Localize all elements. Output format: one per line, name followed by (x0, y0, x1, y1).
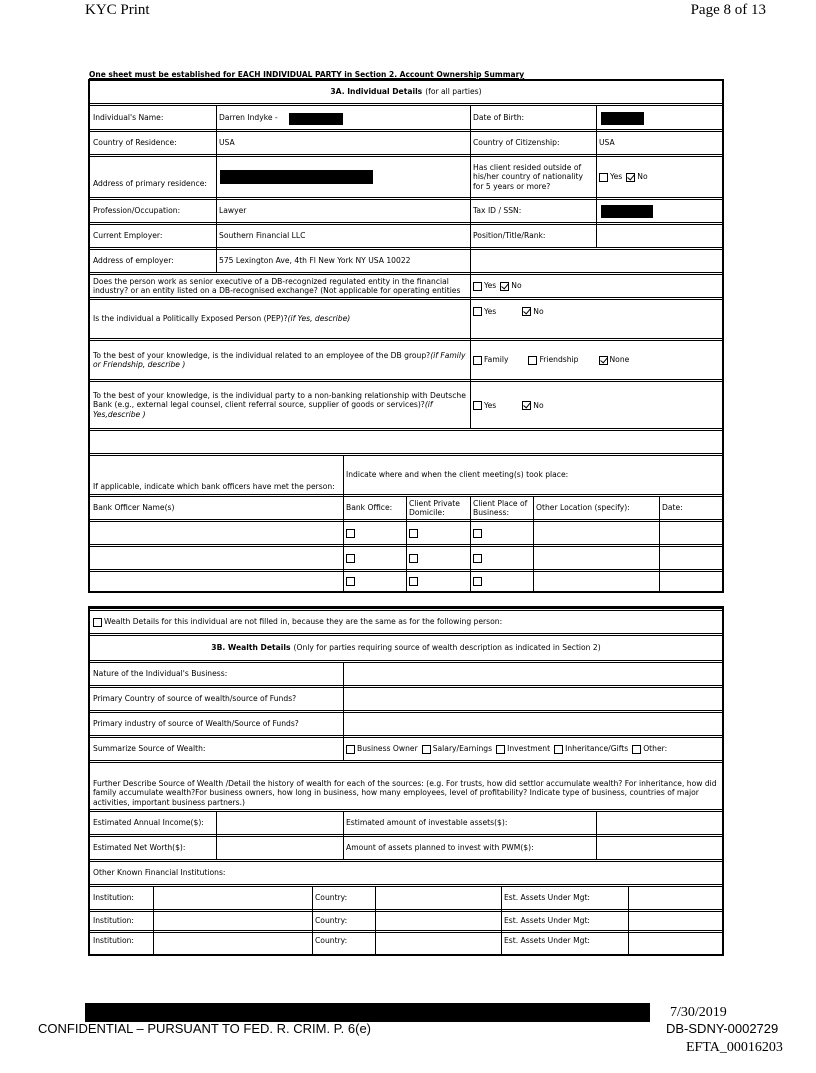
col-other-location: Other Location (specify): (536, 503, 630, 513)
nonbanking-yes-checkbox[interactable] (473, 401, 482, 410)
profession-value: Lawyer (219, 206, 247, 216)
resided-outside-no-checkbox[interactable] (626, 173, 635, 182)
related-options: Family Friendship None (470, 341, 722, 379)
residence-value: USA (219, 138, 235, 148)
related-family-checkbox[interactable] (473, 356, 482, 365)
source-options: Business Owner Salary/Earnings Investment Inheritance/Gifts Other: (343, 738, 722, 760)
senior-exec-yes-checkbox[interactable] (473, 282, 482, 291)
name-value: Darren Indyke - (219, 112, 278, 122)
meeting-bank-office-checkbox[interactable] (346, 577, 355, 586)
bates-number: DB-SDNY-0002729 (666, 1021, 779, 1036)
meeting-place-of-business-checkbox[interactable] (473, 577, 482, 586)
net-worth-label: Estimated Net Worth($): (93, 843, 186, 853)
page-number: Page 8 of 13 (690, 2, 766, 18)
inheritance-gifts-checkbox[interactable] (554, 745, 563, 754)
section-instruction: One sheet must be established for EACH INDIVIDUAL PARTY in Section 2. Account Ownership Summary (89, 70, 525, 79)
country-label: Country: (315, 936, 348, 946)
resided-outside-options: Yes No (596, 157, 722, 197)
dob-label: Date of Birth: (473, 112, 525, 122)
redaction-box (601, 112, 644, 125)
same-as-checkbox[interactable] (93, 618, 102, 627)
further-describe-label: Further Describe Source of Wealth /Detail the history of wealth for each of the sources: (e.g. For trusts, how did settlor accumulate wealth? For inheritance, how did family accumulate wealth?For business owners, how long in business, how many employees, level of profitability? Indicate type of business, countries of major activities, important business partners.) (93, 778, 717, 807)
nonbanking-options: Yes No (470, 382, 722, 428)
same-as-row: Wealth Details for this individual are not filled in, because they are the same as for the following person: (90, 611, 722, 633)
col-date: Date: (662, 503, 683, 513)
related-none-checkbox[interactable] (599, 356, 608, 365)
meeting-place-of-business-checkbox[interactable] (473, 554, 482, 563)
senior-exec-no-checkbox[interactable] (500, 282, 509, 291)
institution-label: Institution: (93, 916, 134, 926)
col-officer-names: Bank Officer Name(s) (93, 503, 175, 513)
wealth-details-section (88, 606, 724, 956)
efta-number: EFTA_00016203 (686, 1040, 783, 1055)
pep-options: Yes No (470, 300, 722, 338)
meeting-intro: Indicate where and when the client meeting(s) took place: (346, 470, 569, 480)
primary-industry-label: Primary industry of source of Wealth/Source of Funds? (93, 719, 299, 729)
footer-date: 7/30/2019 (670, 1005, 727, 1020)
redaction-bar (85, 1003, 650, 1022)
col-private-domicile: Client Private Domicile: (409, 498, 460, 517)
header-title: KYC Print (85, 2, 150, 18)
tax-id-label: Tax ID / SSN: (473, 206, 522, 216)
profession-label: Profession/Occupation: (93, 206, 181, 216)
country-label: Country: (315, 893, 348, 903)
residence-label: Country of Residence: (93, 138, 177, 148)
resided-outside-yes-checkbox[interactable] (599, 173, 608, 182)
redaction-box (289, 113, 343, 125)
meeting-bank-office-checkbox[interactable] (346, 529, 355, 538)
est-assets-label: Est. Assets Under Mgt: (504, 893, 590, 903)
resided-outside-label: Has client resided outside of his/her country of nationality for 5 years or more? (473, 162, 584, 191)
plan-invest-label: Amount of assets planned to invest with PWM($): (346, 843, 534, 853)
nature-of-business-label: Nature of the Individual's Business: (93, 669, 228, 679)
name-label: Individual's Name: (93, 112, 164, 122)
col-place-of-business: Client Place of Business: (473, 498, 528, 517)
employer-value: Southern Financial LLC (219, 231, 306, 241)
institution-label: Institution: (93, 893, 134, 903)
individual-details-section (88, 79, 724, 593)
est-assets-label: Est. Assets Under Mgt: (504, 936, 590, 946)
citizenship-label: Country of Citizenship: (473, 138, 560, 148)
investable-assets-label: Estimated amount of investable assets($): (346, 818, 508, 828)
redaction-box (220, 170, 373, 184)
est-assets-label: Est. Assets Under Mgt: (504, 916, 590, 926)
meeting-place-of-business-checkbox[interactable] (473, 529, 482, 538)
other-institutions-label: Other Known Financial Institutions: (93, 868, 226, 878)
institution-label: Institution: (93, 936, 134, 946)
primary-country-label: Primary Country of source of wealth/source of Funds? (93, 694, 297, 704)
related-friendship-checkbox[interactable] (528, 356, 537, 365)
other-source-checkbox[interactable] (632, 745, 641, 754)
senior-exec-question: Does the person work as senior executive of a DB-recognized regulated entity in the financial industry? or an entity listed on a DB-recognised exchange? (Not applicable for operating entities (93, 276, 461, 295)
meeting-private-domicile-checkbox[interactable] (409, 577, 418, 586)
salary-earnings-checkbox[interactable] (422, 745, 431, 754)
related-question: To the best of your knowledge, is the individual related to an employee of the DB group?(if Family or Friendship, describe ) (93, 350, 466, 369)
pep-question: Is the individual a Politically Exposed Person (PEP)?(if Yes, describe) (93, 314, 351, 324)
confidential-notice: CONFIDENTIAL – PURSUANT TO FED. R. CRIM. P. 6(e) (38, 1021, 372, 1036)
pep-yes-checkbox[interactable] (473, 307, 482, 316)
nonbanking-question: To the best of your knowledge, is the individual party to a non-banking relationship with Deutsche Bank (e.g., external legal counsel, client referral source, supplier of goods or services)?(if Yes,describe ) (93, 390, 466, 419)
annual-income-label: Estimated Annual Income($): (93, 818, 204, 828)
employer-address-value: 575 Lexington Ave, 4th Fl New York NY USA 10022 (219, 256, 411, 266)
employer-address-label: Address of employer: (93, 256, 174, 266)
redaction-box (601, 205, 653, 218)
investment-checkbox[interactable] (496, 745, 505, 754)
meeting-private-domicile-checkbox[interactable] (409, 529, 418, 538)
citizenship-value: USA (599, 138, 615, 148)
senior-exec-options: Yes No (470, 275, 722, 297)
section-title: 3A. Individual Details (for all parties) (330, 87, 482, 97)
summarize-source-label: Summarize Source of Wealth: (93, 744, 206, 754)
pep-no-checkbox[interactable] (522, 307, 531, 316)
officers-intro: If applicable, indicate which bank officers have met the person: (93, 481, 335, 491)
country-label: Country: (315, 916, 348, 926)
address-label: Address of primary residence: (93, 178, 207, 188)
section-title: 3B. Wealth Details (Only for parties requiring source of wealth description as indicated in Section 2) (211, 643, 601, 653)
meeting-bank-office-checkbox[interactable] (346, 554, 355, 563)
nonbanking-no-checkbox[interactable] (522, 401, 531, 410)
position-label: Position/Title/Rank: (473, 231, 546, 241)
col-bank-office: Bank Office: (346, 503, 393, 513)
meeting-private-domicile-checkbox[interactable] (409, 554, 418, 563)
business-owner-checkbox[interactable] (346, 745, 355, 754)
employer-label: Current Employer: (93, 231, 163, 241)
